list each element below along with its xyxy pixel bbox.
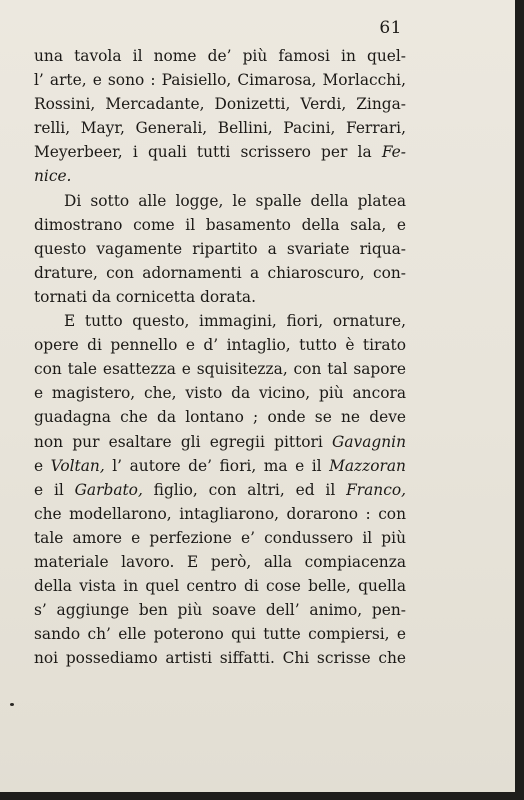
text-run: questo vagamente ripartito a svariate riqua- <box>34 239 406 258</box>
text-line <box>34 140 406 164</box>
text-line <box>34 430 406 454</box>
text-run: tale amore e perfezione e’ condussero il più <box>34 528 406 547</box>
text-line <box>34 68 406 92</box>
text-line <box>34 237 406 261</box>
text-run: Di sotto alle logge, le spalle della platea <box>64 191 406 210</box>
text-line <box>34 116 406 140</box>
scan-edge-right <box>515 0 524 800</box>
text-run: relli, Mayr, Generali, Bellini, Pacini, Ferrari, <box>34 119 406 138</box>
italic-text: Mazzoran <box>329 456 406 475</box>
text-run: Rossini, Mercadante, Donizetti, Verdi, Zinga- <box>34 95 406 114</box>
italic-text: Gavagnin <box>332 432 406 451</box>
text-line <box>34 646 406 670</box>
text-run: drature, con adornamenti a chiaroscuro, con- <box>34 263 406 282</box>
text-line <box>34 213 406 237</box>
text-line <box>34 285 406 309</box>
text-line <box>34 309 406 333</box>
text-run: s’ aggiunge ben più soave dell’ animo, pen- <box>34 601 406 620</box>
text-line <box>34 550 406 574</box>
text-line <box>34 92 406 116</box>
text-line <box>34 189 406 213</box>
text-run: guadagna che da lontano ; onde se ne deve <box>34 408 406 427</box>
text-run: E tutto questo, immagini, fiori, ornature, <box>64 312 406 331</box>
paragraph <box>34 189 406 309</box>
italic-text: Franco, <box>346 480 406 499</box>
text-run: Meyerbeer, i quali tutti scrissero per la <box>34 143 382 162</box>
text-run: non pur esaltare gli egregii pittori <box>34 432 333 451</box>
text-line <box>34 261 406 285</box>
text-run: materiale lavoro. E però, alla compiacenza <box>34 552 406 571</box>
italic-text: Voltan, <box>50 456 105 475</box>
body-text <box>34 44 406 670</box>
text-run: figlio, con altri, ed il <box>142 480 347 499</box>
italic-text: Garbato, <box>74 480 143 499</box>
text-line <box>34 381 406 405</box>
text-run: noi possediamo artisti siffatti. Chi scrisse che <box>34 649 406 668</box>
text-run: della vista in quel centro di cose belle, quella <box>34 577 406 596</box>
italic-text: Fe- <box>381 143 406 162</box>
text-line <box>34 164 406 188</box>
text-line <box>34 622 406 646</box>
text-line <box>34 526 406 550</box>
text-line <box>34 333 406 357</box>
text-run: sando ch’ elle poterono qui tutte compiersi, e <box>34 625 406 644</box>
text-run: opere di pennello e d’ intaglio, tutto è tirato <box>34 336 406 355</box>
text-run: l’ autore de’ fiori, ma e il <box>104 456 330 475</box>
text-run: e magistero, che, visto da vicino, più ancora <box>34 384 406 403</box>
italic-text: nice. <box>34 167 72 186</box>
text-line <box>34 478 406 502</box>
text-run: che modellarono, intagliarono, dorarono : con <box>34 504 406 523</box>
text-line <box>34 502 406 526</box>
text-run: tornati da cornicetta dorata. <box>34 287 256 306</box>
text-run: e il <box>34 480 75 499</box>
text-run: e <box>34 456 51 475</box>
ink-speck <box>10 703 14 706</box>
text-run: l’ arte, e sono : Paisiello, Cimarosa, Morlacchi, <box>34 71 406 90</box>
scan-edge-bottom <box>0 792 524 800</box>
text-run: con tale esattezza e squisitezza, con tal sapore <box>34 360 406 379</box>
text-line <box>34 44 406 68</box>
paragraph <box>34 44 406 189</box>
text-line <box>34 405 406 429</box>
text-run: una tavola il nome de’ più famosi in quel- <box>34 47 406 65</box>
text-line <box>34 357 406 381</box>
page-number: 61 <box>379 18 402 38</box>
text-line <box>34 574 406 598</box>
text-line <box>34 598 406 622</box>
text-line <box>34 454 406 478</box>
text-run: dimostrano come il basamento della sala, e <box>34 215 406 234</box>
paragraph <box>34 309 406 670</box>
